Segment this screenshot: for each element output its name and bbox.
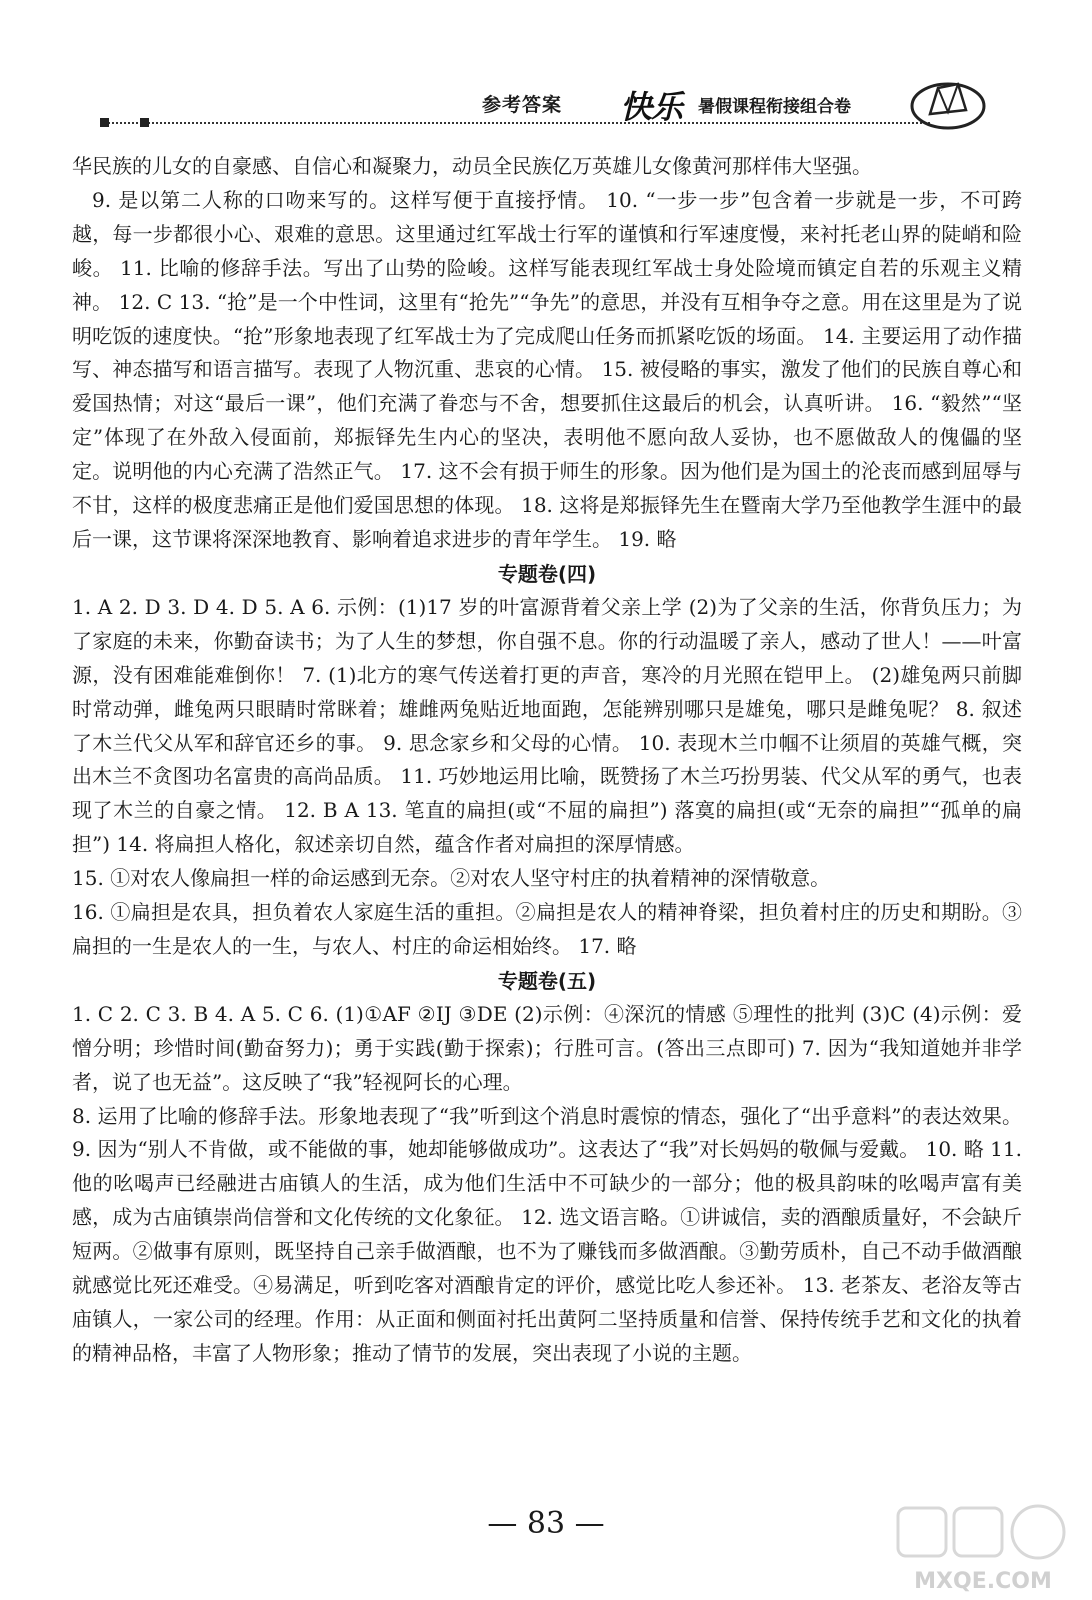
header-brand-logo: 快乐 — [620, 88, 683, 126]
header-dotted-rule — [100, 122, 930, 124]
answer-paragraph: 9. 是以第二人称的口吻来写的。这样写便于直接抒情。 10. “一步一步”包含着一步就是一步，不可跨越，每一步都很小心、艰难的意思。这里通过红军战士行军的谨慎和行军速度慢，来衬托老山界的陡峭和险峻。 11. 比喻的修辞手法。写出了山势的险峻。这样写能表现红军战士身处险境而镇定自若的乐观主义精神。 12. C 13. “抢”是一个中性词，这里有“抢先”“争先”的意思，并没有互相争夺之意。用在这里是为了说明吃饭的速度快。“抢”形象地表现了红军战士为了完成爬山任务而抓紧吃饭的场面。 14. 主要运用了动作描写、神态描写和语言描写。表现了人物沉重、悲哀的心情。 15. 被侵略的事实，激发了他们的民族自尊心和爱国热情；对这“最后一课”，他们充满了眷恋与不舍，想要抓住这最后的机会，认真听讲。 16. “毅然”“坚定”体现了在外敌入侵面前，郑振铎先生内心的坚决，表明他不愿向敌人妥协，也不愿做敌人的傀儡的坚定。说明他的内心充满了浩然正气。 17. 这不会有损于师生的形象。因为他们是为国土的沦丧而感到屈辱与不甘，这样的极度悲痛正是他们爱国思想的体现。 18. 这将是郑振铎先生在暨南大学乃至他教学生涯中的最后一课，这节课将深深地教育、影响着追求进步的青年学生。 19. 略 — [72, 187, 1022, 551]
svg-text:MXQE.COM: MXQE.COM — [914, 1569, 1052, 1594]
section-title-5: 专题卷(五) — [497, 968, 597, 993]
answer-paragraph: 1. C 2. C 3. B 4. A 5. C 6. (1)①AF ②IJ ③DE (2)示例：④深沉的情感 ⑤理性的批判 (3)C (4)示例：爱憎分明；珍惜时间(勤奋努力)；勇于实践(勤于探索)；行胜可言。(答出三点即可) 7. 因为“我知道她并非学者，说了也无益”。这反映了“我”轻视阿长的心理。 — [72, 1001, 1022, 1094]
answer-paragraph: 15. ①对农人像扁担一样的命运感到无奈。②对农人坚守村庄的执着精神的深情敬意。 — [72, 866, 831, 891]
answer-paragraph: 华民族的儿女的自豪感、自信心和凝聚力，动员全民族亿万英雄儿女像黄河那样伟大坚强。 — [72, 154, 872, 178]
watermark-logo-icon — [888, 1500, 1078, 1596]
header-reference-label: 参考答案 — [482, 94, 563, 116]
section-title-4: 专题卷(四) — [497, 561, 597, 586]
answer-paragraph: 16. ①扁担是农具，担负着农人家庭生活的重担。②扁担是农人的精神脊梁，担负着村庄的历史和期盼。③扁担的一生是农人的一生，与农人、村庄的命运相始终。 17. 略 — [72, 900, 1022, 958]
header-series-title: 暑假课程衔接组合卷 — [698, 97, 851, 117]
answer-paragraph: 1. A 2. D 3. D 4. D 5. A 6. 示例：(1)17 岁的叶富源背着父亲上学 (2)为了父亲的生活，你背负压力；为了家庭的未来，你勤奋读书；为了人生的梦想，你自强不息。你的行动温暖了亲人，感动了世人！——叶富源，没有困难能难倒你！ 7. (1)北方的寒气传送着打更的声音，寒冷的月光照在铠甲上。 (2)雄兔两只前脚时常动弹，雌兔两只眼睛时常眯着；雄雌两兔贴近地面跑，怎能辨别哪只是雄兔，哪只是雌兔呢？ 8. 叙述了木兰代父从军和辞官还乡的事。 9. 思念家乡和父母的心情。 10. 表现木兰巾帼不让须眉的英雄气概，突出木兰不贪图功名富贵的高尚品质。 11. 巧妙地运用比喻，既赞扬了木兰巧扮男装、代父从军的勇气，也表现了木兰的自豪之情。 12. B A 13. 笔直的扁担(或“不屈的扁担”) 落寞的扁担(或“无奈的扁担”“孤单的扁担”) 14. 将扁担人格化，叙述亲切自然，蕴含作者对扁担的深厚情感。 — [72, 594, 1022, 857]
page-header — [60, 82, 1040, 142]
header-square-marker — [140, 118, 149, 127]
page-number: — 83 — — [487, 1506, 605, 1541]
answer-content — [72, 150, 1022, 1371]
header-square-marker — [100, 118, 109, 127]
book-logo-icon — [908, 74, 988, 134]
answer-paragraph: 8. 运用了比喻的修辞手法。形象地表现了“我”听到这个消息时震惊的情态，强化了“出乎意料”的表达效果。 9. 因为“别人不肯做，或不能做的事，她却能够做成功”。这表达了“我”对长妈妈的敬佩与爱戴。 10. 略 11. 他的吆喝声已经融进古庙镇人的生活，成为他们生活中不可缺少的一部分；他的极具韵味的吆喝声富有美感，成为古庙镇崇尚信誉和文化传统的文化象征。 12. 选文语言略。①讲诚信，卖的酒酿质量好，不会缺斤短两。②做事有原则，既坚持自己亲手做酒酿，也不为了赚钱而多做酒酿。③勤劳质朴，自己不动手做酒酿就感觉比死还难受。④易满足，听到吃客对酒酿肯定的评价，感觉比吃人参还补。 13. 老茶友、老浴友等古庙镇人，一家公司的经理。作用：从正面和侧面衬托出黄阿二坚持质量和信誉、保持传统手艺和文化的执着的精神品格，丰富了人物形象；推动了情节的发展，突出表现了小说的主题。 — [72, 1103, 1022, 1365]
